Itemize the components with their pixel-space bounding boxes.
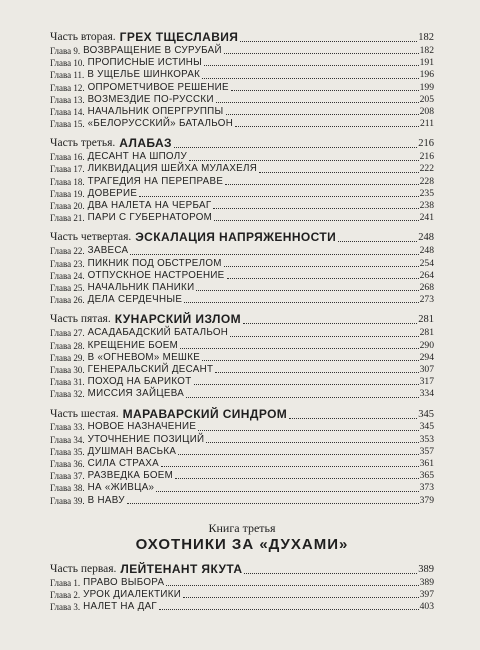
part-prefix: Часть четвертая. <box>50 231 132 244</box>
chap-title: АСАДАБАДСКИЙ БАТАЛЬОН <box>87 327 229 339</box>
chap-prefix: Глава 18. <box>50 176 85 187</box>
part-title: ГРЕХ ТЩЕСЛАВИЯ <box>119 30 239 44</box>
chapter-entry <box>50 495 434 507</box>
chap-prefix: Глава 26. <box>50 295 85 306</box>
dot-leader <box>196 290 418 291</box>
chap-page-number: 222 <box>419 163 434 175</box>
part-prefix: Часть шестая. <box>50 407 119 420</box>
chapter-entry <box>50 188 434 200</box>
dot-leader <box>189 160 419 161</box>
chap-prefix: Глава 12. <box>50 82 85 93</box>
chapter-entry <box>50 364 434 376</box>
chap-prefix: Глава 32. <box>50 389 85 400</box>
chap-page-number: 290 <box>419 339 434 351</box>
chap-page-number: 228 <box>419 175 434 187</box>
dot-leader <box>243 323 417 324</box>
dot-leader <box>289 418 417 419</box>
chap-page-number: 373 <box>419 482 434 494</box>
dot-leader <box>184 302 418 303</box>
chap-page-number: 254 <box>419 257 434 269</box>
chap-title: В УЩЕЛЬЕ ШИНКОРАК <box>87 69 201 81</box>
part-entry <box>50 407 434 422</box>
chapter-entry <box>50 446 434 458</box>
chap-title: ЛИКВИДАЦИЯ ШЕЙХА МУЛАХЕЛЯ <box>87 163 258 175</box>
dot-leader <box>139 196 418 197</box>
chap-page-number: 389 <box>419 576 434 588</box>
chap-prefix: Глава 37. <box>50 471 85 482</box>
dot-leader <box>235 126 419 127</box>
part-title: АЛАБАЗ <box>119 136 172 151</box>
part-prefix: Часть третья. <box>50 137 116 150</box>
part-group <box>50 230 434 306</box>
chap-prefix: Глава 16. <box>50 152 85 163</box>
dot-leader <box>227 278 419 279</box>
chap-prefix: Глава 10. <box>50 58 85 69</box>
chapter-entry <box>50 200 434 212</box>
chap-title: КРЕЩЕНИЕ БОЕМ <box>87 339 179 351</box>
chap-title: ДВА НАЛЕТА НА ЧЕРБАГ <box>87 200 212 212</box>
chap-title: ВОЗМЕЗДИЕ ПО-РУССКИ <box>87 93 214 105</box>
chap-prefix: Глава 2. <box>50 589 81 600</box>
chap-prefix: Глава 27. <box>50 328 85 339</box>
chapter-entry <box>50 589 434 601</box>
chap-title: В «ОГНЕВОМ» МЕШКЕ <box>87 351 201 363</box>
chap-prefix: Глава 28. <box>50 340 85 351</box>
dot-leader <box>174 147 417 148</box>
chap-title: НАЛЕТ НА ДАГ <box>83 601 158 613</box>
chap-prefix: Глава 29. <box>50 352 85 363</box>
chap-title: УТОЧНЕНИЕ ПОЗИЦИЙ <box>87 433 205 445</box>
chap-page-number: 273 <box>419 294 434 306</box>
part-entry <box>50 30 434 45</box>
chap-page-number: 403 <box>419 601 434 613</box>
chap-page-number: 216 <box>419 151 434 163</box>
dot-leader <box>180 348 419 349</box>
dot-leader <box>130 254 418 255</box>
chapter-entry <box>50 388 434 400</box>
chap-title: ДУШМАН ВАСЬКА <box>87 445 177 457</box>
chap-title: НАЧАЛЬНИК ПАНИКИ <box>87 281 195 293</box>
chapter-entry <box>50 601 434 613</box>
chap-prefix: Глава 21. <box>50 213 85 224</box>
chap-page-number: 238 <box>419 200 434 212</box>
chap-prefix: Глава 17. <box>50 164 85 175</box>
chapter-entry <box>50 327 434 339</box>
chap-page-number: 357 <box>419 445 434 457</box>
chapter-entry <box>50 422 434 434</box>
chap-prefix: Глава 24. <box>50 270 85 281</box>
chap-title: ВОЗВРАЩЕНИЕ В СУРУБАЙ <box>83 44 222 56</box>
chapter-entry <box>50 434 434 446</box>
chap-title: НОВОЕ НАЗНАЧЕНИЕ <box>87 421 197 433</box>
chap-prefix: Глава 31. <box>50 377 85 388</box>
dot-leader <box>159 609 419 610</box>
chap-title: МИССИЯ ЗАЙЦЕВА <box>87 388 185 400</box>
chap-page-number: 361 <box>419 458 434 470</box>
chap-page-number: 317 <box>419 376 434 388</box>
chap-prefix: Глава 23. <box>50 258 85 269</box>
chap-prefix: Глава 34. <box>50 434 85 445</box>
part-page-number: 182 <box>418 32 434 43</box>
chap-title: ОПРОМЕТЧИВОЕ РЕШЕНИЕ <box>87 81 229 93</box>
chap-page-number: 294 <box>419 351 434 363</box>
dot-leader <box>194 384 419 385</box>
chap-title: ОТПУСКНОЕ НАСТРОЕНИЕ <box>87 269 225 281</box>
chap-page-number: 248 <box>419 245 434 257</box>
chapter-entry <box>50 352 434 364</box>
dot-leader <box>178 454 418 455</box>
chapter-entry <box>50 45 434 57</box>
part-page-number: 216 <box>418 138 434 150</box>
dot-leader <box>215 372 418 373</box>
chap-prefix: Глава 13. <box>50 94 85 105</box>
chap-title: ПАРИ С ГУБЕРНАТОРОМ <box>87 212 213 224</box>
part-entry <box>50 136 434 151</box>
chapter-entry <box>50 470 434 482</box>
part-entry <box>50 230 434 245</box>
chap-prefix: Глава 1. <box>50 577 81 588</box>
chap-page-number: 205 <box>419 93 434 105</box>
dot-leader <box>226 114 419 115</box>
chap-prefix: Глава 11. <box>50 70 85 81</box>
chap-page-number: 196 <box>419 69 434 81</box>
chap-title: ТРАГЕДИЯ НА ПЕРЕПРАВЕ <box>87 175 224 187</box>
part-group <box>50 30 434 130</box>
chapter-entry <box>50 577 434 589</box>
dot-leader <box>183 597 419 598</box>
chapter-entry <box>50 106 434 118</box>
chap-prefix: Глава 38. <box>50 483 85 494</box>
chapter-entry <box>50 82 434 94</box>
chapter-entry <box>50 176 434 188</box>
chap-page-number: 334 <box>419 388 434 400</box>
part-prefix: Часть вторая. <box>50 31 116 43</box>
chapter-entry <box>50 151 434 163</box>
part-entry <box>50 312 434 327</box>
chap-title: НА «ЖИВЦА» <box>87 482 155 494</box>
chapter-entry <box>50 212 434 224</box>
chap-page-number: 191 <box>419 57 434 69</box>
chap-title: УРОК ДИАЛЕКТИКИ <box>83 588 182 600</box>
part-page-number: 389 <box>418 563 434 575</box>
chapter-entry <box>50 57 434 69</box>
chap-page-number: 211 <box>419 118 434 130</box>
chapter-entry <box>50 294 434 306</box>
part-group <box>50 407 434 507</box>
chap-prefix: Глава 20. <box>50 201 85 212</box>
chap-prefix: Глава 35. <box>50 446 85 457</box>
part-page-number: 281 <box>418 314 434 326</box>
chap-prefix: Глава 14. <box>50 106 85 117</box>
chap-title: ПРОПИСНЫЕ ИСТИНЫ <box>87 57 203 69</box>
dot-leader <box>198 430 418 431</box>
toc-section-bottom <box>50 562 434 614</box>
chap-page-number: 235 <box>419 187 434 199</box>
dot-leader <box>338 241 417 242</box>
chap-page-number: 307 <box>419 363 434 375</box>
part-entry <box>50 562 434 577</box>
chap-title: ПИКНИК ПОД ОБСТРЕЛОМ <box>87 257 222 269</box>
dot-leader <box>231 90 419 91</box>
part-group <box>50 136 434 224</box>
chapter-entry <box>50 69 434 81</box>
dot-leader <box>214 220 418 221</box>
dot-leader <box>224 53 419 54</box>
chapter-entry <box>50 118 434 130</box>
chap-title: НАЧАЛЬНИК ОПЕРГРУППЫ <box>87 105 224 117</box>
chapter-entry <box>50 258 434 270</box>
chap-prefix: Глава 19. <box>50 188 85 199</box>
chapter-entry <box>50 376 434 388</box>
dot-leader <box>259 172 419 173</box>
part-page-number: 248 <box>418 232 434 244</box>
chap-title: ДОВЕРИЕ <box>87 187 138 199</box>
dot-leader <box>202 360 419 361</box>
dot-leader <box>224 266 419 267</box>
chap-page-number: 345 <box>419 421 434 433</box>
dot-leader <box>156 491 418 492</box>
book-heading <box>50 521 434 554</box>
part-prefix: Часть первая. <box>50 562 117 575</box>
part-title: КУНАРСКИЙ ИЗЛОМ <box>114 312 242 327</box>
chap-title: ДЕЛА СЕРДЕЧНЫЕ <box>87 294 183 306</box>
dot-leader <box>230 336 418 337</box>
book-title: ОХОТНИКИ ЗА «ДУХАМИ» <box>135 535 349 553</box>
chap-prefix: Глава 9. <box>50 45 81 56</box>
dot-leader <box>225 184 418 185</box>
part-title: ЭСКАЛАЦИЯ НАПРЯЖЕННОСТИ <box>135 230 337 245</box>
part-prefix: Часть пятая. <box>50 313 111 326</box>
chap-prefix: Глава 36. <box>50 459 85 470</box>
chap-prefix: Глава 39. <box>50 495 85 506</box>
dot-leader <box>206 442 418 443</box>
chap-page-number: 264 <box>419 269 434 281</box>
book-label: Книга третья <box>208 520 276 535</box>
chap-title: ДЕСАНТ НА ШПОЛУ <box>87 151 187 163</box>
dot-leader <box>204 65 418 66</box>
dot-leader <box>244 573 417 574</box>
chapter-entry <box>50 458 434 470</box>
dot-leader <box>186 397 419 398</box>
chap-title: ЗАВЕСА <box>87 245 129 257</box>
chap-prefix: Глава 33. <box>50 422 85 433</box>
chap-prefix: Глава 3. <box>50 602 81 613</box>
part-title: ЛЕЙТЕНАНТ ЯКУТА <box>120 561 243 576</box>
dot-leader <box>202 78 418 79</box>
dot-leader <box>166 585 418 586</box>
dot-leader <box>161 466 419 467</box>
chap-page-number: 268 <box>419 281 434 293</box>
chap-title: В НАВУ <box>87 494 125 506</box>
chap-title: ПОХОД НА БАРИКОТ <box>87 376 192 388</box>
chapter-entry <box>50 270 434 282</box>
table-of-contents <box>50 30 434 619</box>
chapter-entry <box>50 340 434 352</box>
part-page-number: 345 <box>418 408 434 420</box>
chap-title: РАЗВЕДКА БОЕМ <box>87 470 174 482</box>
chap-title: СИЛА СТРАХА <box>87 458 159 470</box>
chap-page-number: 241 <box>419 212 434 224</box>
chap-page-number: 208 <box>419 105 434 117</box>
chap-page-number: 379 <box>419 494 434 506</box>
chap-page-number: 353 <box>419 433 434 445</box>
chap-prefix: Глава 22. <box>50 246 85 257</box>
dot-leader <box>213 208 418 209</box>
part-title: МАРАВАРСКИЙ СИНДРОМ <box>122 406 288 421</box>
dot-leader <box>127 503 419 504</box>
chapter-entry <box>50 164 434 176</box>
chap-prefix: Глава 15. <box>50 119 85 130</box>
chap-page-number: 397 <box>419 588 434 600</box>
chap-title: ГЕНЕРАЛЬСКИЙ ДЕСАНТ <box>87 363 214 375</box>
chap-page-number: 182 <box>419 44 434 56</box>
chap-page-number: 365 <box>419 470 434 482</box>
chap-prefix: Глава 25. <box>50 282 85 293</box>
dot-leader <box>216 102 419 103</box>
part-group <box>50 312 434 400</box>
chap-prefix: Глава 30. <box>50 364 85 375</box>
toc-section-top <box>50 30 434 507</box>
chapter-entry <box>50 482 434 494</box>
part-group <box>50 562 434 614</box>
chap-title: ПРАВО ВЫБОРА <box>83 576 165 588</box>
chapter-entry <box>50 245 434 257</box>
chapter-entry <box>50 94 434 106</box>
chap-page-number: 199 <box>419 81 434 93</box>
dot-leader <box>175 478 419 479</box>
chapter-entry <box>50 282 434 294</box>
chap-page-number: 281 <box>419 327 434 339</box>
dot-leader <box>240 41 417 42</box>
chap-title: «БЕЛОРУССКИЙ» БАТАЛЬОН <box>87 118 234 130</box>
